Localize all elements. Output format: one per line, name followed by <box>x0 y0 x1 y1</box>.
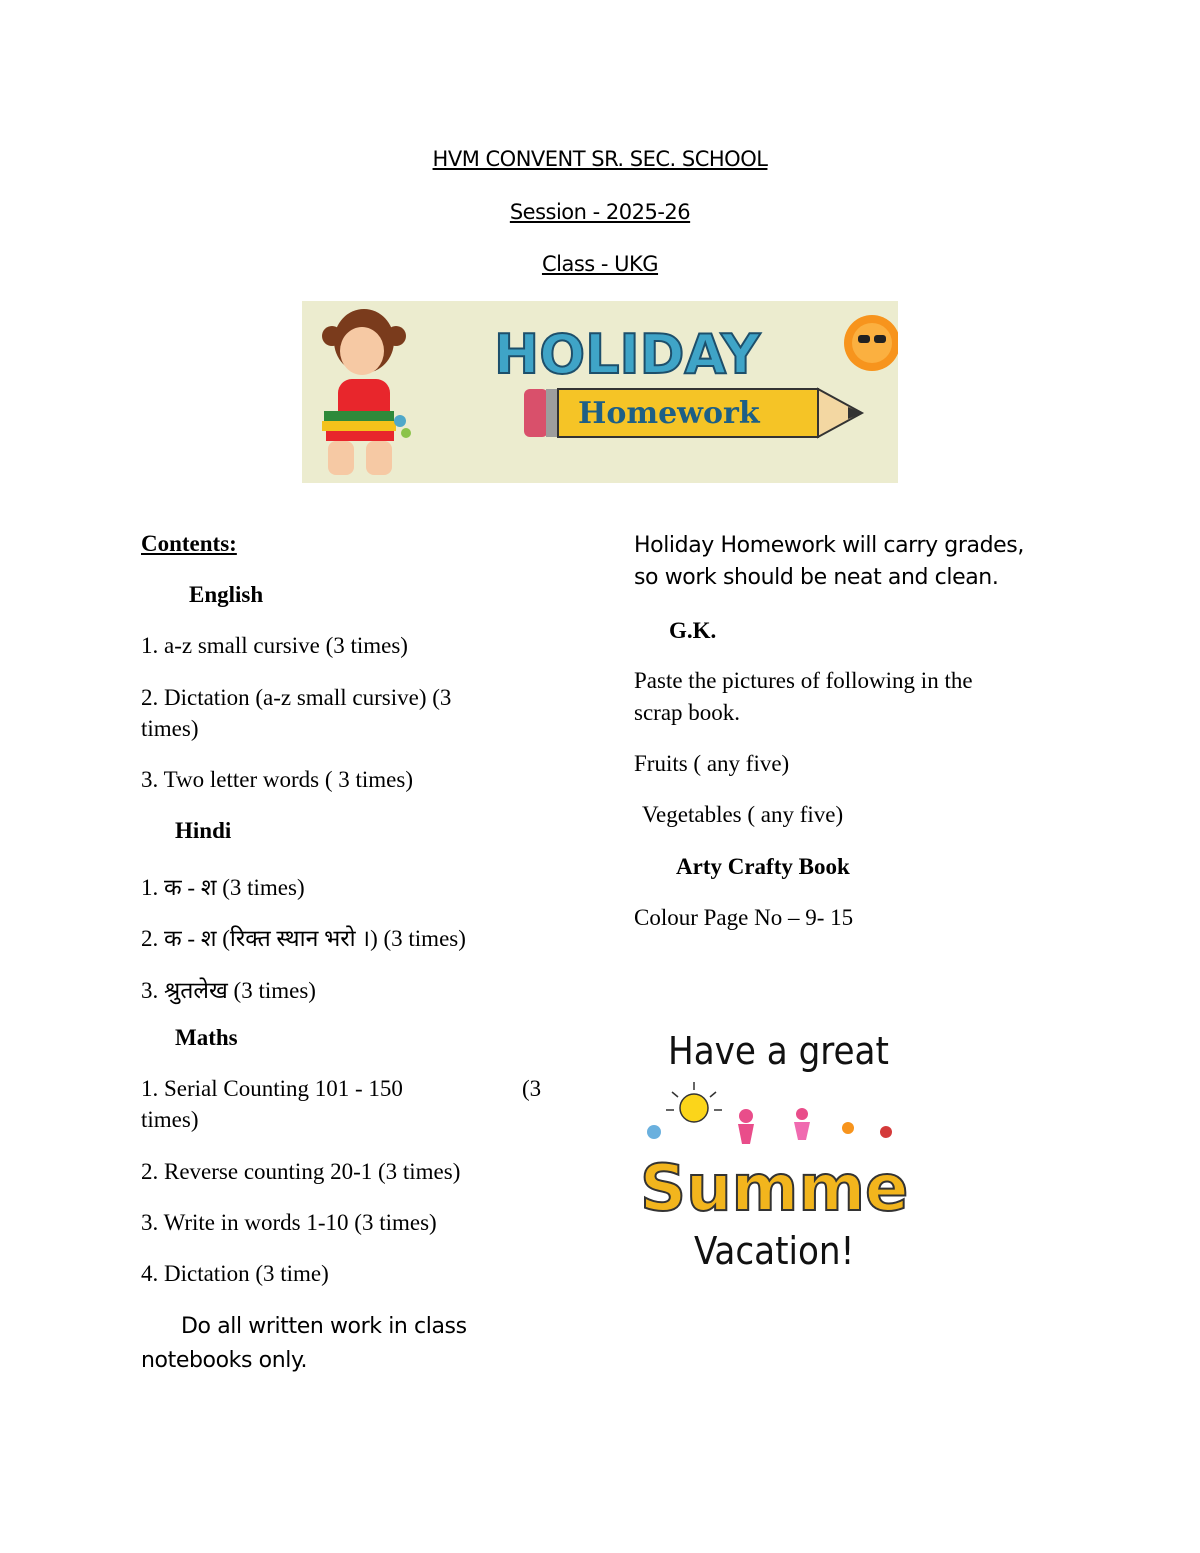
english-item-3: 3. Two letter words ( 3 times) <box>141 767 414 792</box>
colour-pages: Colour Page No – 9- 15 <box>634 905 854 930</box>
maths-item-1-tail: (3 <box>522 1076 542 1101</box>
hindi-item-3: 3. श्रुतलेख (3 times) <box>141 978 316 1003</box>
girl-with-books-illustration <box>322 309 411 475</box>
summer-line-2: Summer <box>640 1152 910 1226</box>
sun-icon <box>666 1082 722 1122</box>
gk-heading: G.K. <box>669 618 717 643</box>
maths-item-1: 1. Serial Counting 101 - 150 <box>141 1076 403 1101</box>
holiday-homework-banner <box>302 301 898 483</box>
session-label: Session - 2025-26 <box>509 200 691 224</box>
note-line-1: Do all written work in class <box>181 1314 467 1339</box>
english-heading: English <box>189 582 264 607</box>
grades-note-line-1: Holiday Homework will carry grades, <box>634 533 1024 558</box>
maths-item-4: 4. Dictation (3 time) <box>141 1261 329 1286</box>
gk-instruction-line-2: scrap book. <box>634 700 741 725</box>
maths-item-3: 3. Write in words 1-10 (3 times) <box>141 1210 437 1235</box>
gk-vegetables: Vegetables ( any five) <box>642 802 844 827</box>
hindi-item-1: 1. क - श (3 times) <box>141 875 305 900</box>
banner-title: HOLIDAY <box>494 323 761 386</box>
contents-label: Contents: <box>141 531 237 556</box>
gk-fruits: Fruits ( any five) <box>634 751 790 776</box>
note-line-2: notebooks only. <box>141 1348 308 1373</box>
class-label: Class - UKG <box>541 252 659 276</box>
summer-line-3: Vacation! <box>694 1229 855 1273</box>
summer-vacation-illustration <box>634 1020 910 1285</box>
maths-item-2: 2. Reverse counting 20-1 (3 times) <box>141 1159 461 1184</box>
hindi-item-2: 2. क - श (रिक्त स्थान भरो ।) (3 times) <box>141 926 466 951</box>
english-item-1: 1. a-z small cursive (3 times) <box>141 633 408 658</box>
arty-crafty-heading: Arty Crafty Book <box>676 854 850 879</box>
maths-heading: Maths <box>175 1025 238 1050</box>
banner-illustration <box>302 301 898 483</box>
maths-item-1-cont: times) <box>141 1107 199 1132</box>
banner-subtitle: Homework <box>578 396 760 431</box>
hindi-heading: Hindi <box>175 818 232 843</box>
english-item-2-cont: times) <box>141 716 199 741</box>
sun-icon <box>844 315 898 371</box>
school-name: HVM CONVENT SR. SEC. SCHOOL <box>432 147 768 171</box>
summer-line-1: Have a great <box>668 1029 889 1073</box>
english-item-2: 2. Dictation (a-z small cursive) (3 <box>141 685 452 710</box>
grades-note-line-2: so work should be neat and clean. <box>634 565 999 590</box>
gk-instruction-line-1: Paste the pictures of following in the <box>634 668 973 693</box>
